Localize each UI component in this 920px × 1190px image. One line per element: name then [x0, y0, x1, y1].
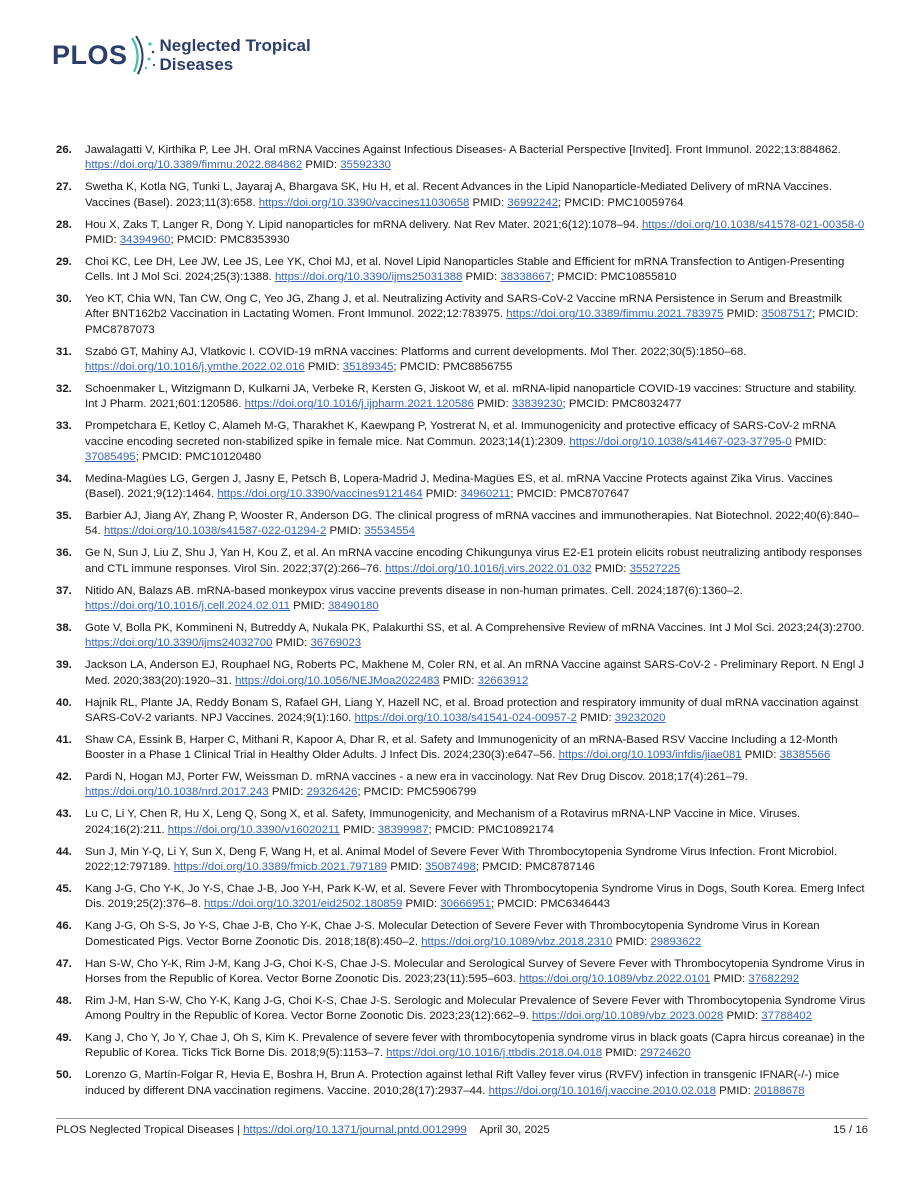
- reference-text: Choi KC, Lee DH, Lee JW, Lee JS, Lee YK, Choi MJ, et al. Novel Lipid Nanoparticles Stable and Efficient for mRNA Transfection to Antigen-Presenting Cells. Int J Mol Sci. 2024;25(3):1388. https://doi.org/10.3390/ijms25031388 PMID: 38338667; PMCID: PMC10855810: [85, 255, 845, 284]
- reference-citation: Jawalagatti V, Kirthika P, Lee JH. Oral mRNA Vaccines Against Infectious Diseases- A Bacterial Perspective [Invited]. Front Immunol. 2022;13:884862.: [85, 144, 841, 156]
- reference-number: 32.: [56, 382, 72, 395]
- reference-text: Lu C, Li Y, Chen R, Hu X, Leng Q, Song X, et al. Safety, Immunogenicity, and Mechanism of a Rotavirus mRNA-LNP Vaccine in Mice. Viruses. 2024;16(2):211. https://doi.org/10.3390/v16020211 PMID: 38399987; PMCID: PMC10892174: [85, 808, 801, 836]
- doi-link[interactable]: https://doi.org/10.3389/fmicb.2021.797189: [173, 860, 388, 873]
- reference-item: [56, 957, 868, 988]
- reference-text: Kang J-G, Oh S-S, Jo Y-S, Chae J-B, Cho Y-K, Chae J-S. Molecular Detection of Severe Fever with Thrombocytopenia Syndrome Virus in Korean Domesticated Pigs. Vector Borne Zoonotic Dis. 2018;18(8):450–2. https://doi.org/10.1089/vbz.2018.2310 PMID: 29893622: [85, 920, 820, 948]
- reference-item: [56, 770, 868, 801]
- doi-link[interactable]: https://doi.org/10.1038/s41587-022-01294-2: [104, 525, 327, 538]
- pmid-link[interactable]: 35534554: [364, 525, 415, 538]
- reference-citation: Rim J-M, Han S-W, Cho Y-K, Kang J-G, Choi K-S, Chae J-S. Serologic and Molecular Prevalence of Severe Fever with Thrombocytopenia Syndrome Virus Among Poultry in the Republic of Korea. Vector Borne Zoonotic Dis. 2023;23(12):662–9.: [85, 994, 866, 1023]
- doi-link[interactable]: https://doi.org/10.3390/vaccines9121464: [217, 488, 423, 501]
- pmid-link[interactable]: 29724620: [640, 1047, 691, 1060]
- footer-citation: [56, 1124, 550, 1136]
- page-footer: [56, 1124, 868, 1136]
- pmid-link[interactable]: 35527225: [629, 562, 681, 575]
- reference-text: Prompetchara E, Ketloy C, Alameh M-G, Tharakhet K, Kaewpang P, Yostrerat N, et al. Immunogenicity and protective efficacy of SARS-CoV-2 mRNA vaccine encoding secreted non-stabilized spike in female mice. Nat Commun. 2023;14(1):2309. https://doi.org/10.1038/s41467-023-37795-0 PMID: 37085495; PMCID: PMC10120480: [85, 420, 836, 463]
- reference-item: [56, 292, 868, 338]
- doi-link[interactable]: https://doi.org/10.1016/j.vaccine.2010.02.018: [488, 1084, 716, 1097]
- reference-item: [56, 1068, 868, 1099]
- reference-item: [56, 919, 868, 950]
- reference-citation: Lorenzo G, Martín-Folgar R, Hevia E, Boshra H, Brun A. Protection against lethal Rift Valley fever virus (RVFV) infection in transgenic IFNAR(-/-) mice induced by different DNA vaccination regimens. Vaccine. 2010;28(17):2937–44.: [85, 1069, 840, 1097]
- reference-number: 33.: [56, 420, 72, 433]
- reference-citation: Shaw CA, Essink B, Harper C, Mithani R, Kapoor A, Dhar R, et al. Safety and Immunogenicity of an mRNA-Based RSV Vaccine Including a 12-Month Booster in a Phase 1 Clinical Trial in Healthy Older Adults. J Infect Dis. 2024;230(3):e647–56.: [85, 733, 838, 762]
- reference-citation: Swetha K, Kotla NG, Tunki L, Jayaraj A, Bhargava SK, Hu H, et al. Recent Advances in the Lipid Nanoparticle-Mediated Delivery of mRNA Vaccines. Vaccines (Basel). 2023;11(3):658.: [85, 181, 832, 209]
- doi-link[interactable]: https://doi.org/10.1089/vbz.2023.0028: [532, 1010, 724, 1023]
- pmcid: PMC10892174: [477, 823, 554, 836]
- journal-name-line2: Diseases: [159, 55, 234, 74]
- reference-number: 39.: [56, 659, 72, 672]
- doi-link[interactable]: https://doi.org/10.1038/s41578-021-00358-0: [641, 218, 865, 231]
- reference-item: [56, 845, 868, 876]
- reference-item: [56, 733, 868, 764]
- pmid-link[interactable]: 35087498: [425, 860, 476, 873]
- reference-item: [56, 658, 868, 689]
- pmcid: PMC8787073: [85, 323, 155, 336]
- pmid-link[interactable]: 36992242: [507, 196, 559, 209]
- pmid-link[interactable]: 34394960: [119, 233, 171, 246]
- plos-splash-icon: [128, 32, 158, 78]
- doi-link[interactable]: https://doi.org/10.1093/infdis/jiae081: [558, 749, 742, 762]
- pmcid: PMC8353930: [219, 233, 290, 246]
- reference-item: [56, 509, 868, 540]
- reference-number: 36.: [56, 547, 72, 560]
- reference-citation: Hajnik RL, Plante JA, Reddy Bonam S, Rafael GH, Liang Y, Hazell NC, et al. Broad protection and respiratory immunity of dual mRNA vaccination against SARS-CoV-2 variants. NPJ Vaccines. 2024;9(1):160.: [85, 696, 859, 724]
- reference-citation: Han S-W, Cho Y-K, Rim J-M, Kang J-G, Choi K-S, Chae J-S. Molecular and Serological Survey of Severe Fever with Thrombocytopenia Syndrome Virus in Horses from the Republic of Korea. Vector Borne Zoonotic Dis. 2023;23(11):595–603.: [85, 957, 865, 985]
- reference-item: [56, 696, 868, 727]
- reference-number: 42.: [56, 771, 72, 784]
- reference-item: [56, 382, 868, 413]
- pmid-link[interactable]: 39232020: [614, 711, 666, 724]
- doi-link[interactable]: https://doi.org/10.3390/ijms24032700: [85, 637, 273, 650]
- page-number: 15 / 16: [833, 1124, 868, 1136]
- pmcid: PMC10059764: [607, 196, 684, 209]
- reference-number: 38.: [56, 621, 72, 634]
- footer-separator: |: [233, 1124, 244, 1136]
- reference-item: [56, 345, 868, 376]
- doi-link[interactable]: https://doi.org/10.1038/s41541-024-00957-2: [354, 711, 577, 724]
- reference-list: [56, 143, 868, 1106]
- reference-citation: Prompetchara E, Ketloy C, Alameh M-G, Tharakhet K, Kaewpang P, Yostrerat N, et al. Immunogenicity and protective efficacy of SARS-CoV-2 mRNA vaccine encoding secreted non-stabilized spike in female mice. Nat Commun. 2023;14(1):2309.: [85, 420, 836, 448]
- pmid-link[interactable]: 37788402: [761, 1010, 812, 1023]
- reference-number: 48.: [56, 994, 72, 1007]
- reference-text: Han S-W, Cho Y-K, Rim J-M, Kang J-G, Choi K-S, Chae J-S. Molecular and Serological Survey of Severe Fever with Thrombocytopenia Syndrome Virus in Horses from the Republic of Korea. Vector Borne Zoonotic Dis. 2023;23(11):595–603. https://doi.org/10.1089/vbz.2022.0101 PMID: 37682292: [85, 957, 865, 985]
- reference-citation: Yeo KT, Chia WN, Tan CW, Ong C, Yeo JG, Zhang J, et al. Neutralizing Activity and SARS-CoV-2 Vaccine mRNA Persistence in Serum and Breastmilk After BNT162b2 Vaccination in Lactating Women. Front Immunol. 2022;12:783975.: [85, 293, 842, 321]
- reference-citation: Hou X, Zaks T, Langer R, Dong Y. Lipid nanoparticles for mRNA delivery. Nat Rev Mater. 2021;6(12):1078–94.: [85, 218, 642, 231]
- pmid-link[interactable]: 35189345: [342, 361, 394, 373]
- reference-number: 27.: [56, 181, 72, 194]
- pmid-link[interactable]: 36769023: [310, 637, 362, 650]
- pmid-link[interactable]: 38338667: [500, 271, 552, 284]
- reference-item: [56, 994, 868, 1025]
- doi-link[interactable]: https://doi.org/10.3390/v16020211: [167, 823, 340, 836]
- reference-citation: Szabó GT, Mahiny AJ, Vlatkovic I. COVID-19 mRNA vaccines: Platforms and current developments. Mol Ther. 2022;30(5):1850–68.: [85, 345, 747, 358]
- reference-item: [56, 882, 868, 913]
- pmid-link[interactable]: 32663912: [477, 674, 529, 687]
- reference-citation: Medina-Magües LG, Gergen J, Jasny E, Petsch B, Lopera-Madrid J, Medina-Magües ES, et al. mRNA Vaccine Protects against Zika Virus. Vaccines (Basel). 2021;9(12):1464.: [85, 472, 833, 501]
- pmcid: PMC8707647: [559, 488, 630, 501]
- pmid-link[interactable]: 29893622: [650, 935, 702, 948]
- reference-number: 49.: [56, 1032, 72, 1045]
- reference-citation: Schoenmaker L, Witzigmann D, Kulkarni JA, Verbeke R, Kersten G, Jiskoot W, et al. mRNA-lipid nanoparticle COVID-19 vaccines: Structure and stability. Int J Pharm. 2021;601:120586.: [85, 382, 857, 411]
- reference-text: Rim J-M, Han S-W, Cho Y-K, Kang J-G, Choi K-S, Chae J-S. Serologic and Molecular Prevalence of Severe Fever with Thrombocytopenia Syndrome Virus Among Poultry in the Republic of Korea. Vector Borne Zoonotic Dis. 2023;23(12):662–9. https://doi.org/10.1089/vbz.2023.0028 PMID: 37788402: [85, 994, 866, 1023]
- doi-link[interactable]: https://doi.org/10.1056/NEJMoa2022483: [235, 674, 440, 687]
- reference-text: Sun J, Min Y-Q, Li Y, Sun X, Deng F, Wang H, et al. Animal Model of Severe Fever With Thrombocytopenia Syndrome Virus Infection. Front Microbiol. 2022;12:797189. https://doi.org/10.3389/fmicb.2021.797189 PMID: 35087498; PMCID: PMC8787146: [85, 845, 838, 873]
- reference-number: 28.: [56, 218, 72, 231]
- reference-number: 45.: [56, 882, 72, 895]
- pmid-link[interactable]: 38385566: [779, 749, 831, 762]
- doi-link[interactable]: https://doi.org/10.1016/j.ymthe.2022.02.016: [85, 361, 305, 373]
- doi-link[interactable]: https://doi.org/10.1016/j.ijpharm.2021.120586: [244, 398, 474, 411]
- reference-number: 41.: [56, 733, 72, 746]
- reference-number: 35.: [56, 510, 72, 523]
- reference-text: Pardi N, Hogan MJ, Porter FW, Weissman D. mRNA vaccines - a new era in vaccinology. Nat Rev Drug Discov. 2018;17(4):261–79. https://doi.org/10.1038/nrd.2017.243 PMID: 29326426; PMCID: PMC5906799: [85, 771, 748, 799]
- footer-divider: [56, 1118, 868, 1119]
- reference-text: Hou X, Zaks T, Langer R, Dong Y. Lipid nanoparticles for mRNA delivery. Nat Rev Mater. 2021;6(12):1078–94. https://doi.org/10.1038/s41578-021-00358-0 PMID: 34394960; PMCID: PMC8353930: [85, 218, 865, 246]
- pmcid: PMC5906799: [406, 786, 477, 799]
- footer-doi-link[interactable]: https://doi.org/10.1371/journal.pntd.0012999: [243, 1124, 467, 1136]
- doi-link[interactable]: https://doi.org/10.3389/fimmu.2022.884862: [85, 159, 303, 172]
- reference-citation: Kang J-G, Oh S-S, Jo Y-S, Chae J-B, Cho Y-K, Chae J-S. Molecular Detection of Severe Fever with Thrombocytopenia Syndrome Virus in Korean Domesticated Pigs. Vector Borne Zoonotic Dis. 2018;18(8):450–2.: [85, 920, 820, 948]
- doi-link[interactable]: https://doi.org/10.3390/vaccines11030658: [258, 196, 470, 209]
- reference-number: 50.: [56, 1069, 72, 1082]
- pmcid: PMC8032477: [611, 398, 682, 411]
- doi-link[interactable]: https://doi.org/10.1016/j.ttbdis.2018.04.018: [386, 1047, 603, 1060]
- reference-citation: Choi KC, Lee DH, Lee JW, Lee JS, Lee YK, Choi MJ, et al. Novel Lipid Nanoparticles Stable and Efficient for mRNA Transfection to Antigen-Presenting Cells. Int J Mol Sci. 2024;25(3):1388.: [85, 255, 845, 284]
- reference-text: Hajnik RL, Plante JA, Reddy Bonam S, Rafael GH, Liang Y, Hazell NC, et al. Broad protection and respiratory immunity of dual mRNA vaccination against SARS-CoV-2 variants. NPJ Vaccines. 2024;9(1):160. https://doi.org/10.1038/s41541-024-00957-2 PMID: 39232020: [85, 696, 859, 724]
- pmcid: PMC8856755: [442, 361, 513, 373]
- pmid-link[interactable]: 30666951: [440, 898, 491, 911]
- pmid-link[interactable]: 37682292: [748, 972, 800, 985]
- doi-link[interactable]: https://doi.org/10.1016/j.cell.2024.02.011: [85, 599, 290, 612]
- pmid-link[interactable]: 20188678: [753, 1084, 805, 1097]
- reference-item: [56, 1031, 868, 1062]
- doi-link[interactable]: https://doi.org/10.3390/ijms25031388: [274, 271, 463, 284]
- reference-citation: Gote V, Bolla PK, Kommineni N, Butreddy A, Nukala PK, Palakurthi SS, et al. A Comprehensive Review of mRNA Vaccines. Int J Mol Sci. 2023;24(3):2700.: [85, 621, 865, 634]
- pmid-link[interactable]: 33839230: [511, 398, 563, 411]
- reference-text: Szabó GT, Mahiny AJ, Vlatkovic I. COVID-19 mRNA vaccines: Platforms and current developments. Mol Ther. 2022;30(5):1850–68. https://doi.org/10.1016/j.ymthe.2022.02.016 PMID: 35189345; PMCID: PMC8856755: [85, 345, 747, 373]
- reference-text: Gote V, Bolla PK, Kommineni N, Butreddy A, Nukala PK, Palakurthi SS, et al. A Comprehensive Review of mRNA Vaccines. Int J Mol Sci. 2023;24(3):2700. https://doi.org/10.3390/ijms24032700 PMID: 36769023: [85, 621, 865, 650]
- reference-item: [56, 143, 868, 174]
- reference-number: 44.: [56, 845, 72, 858]
- reference-citation: Lu C, Li Y, Chen R, Hu X, Leng Q, Song X, et al. Safety, Immunogenicity, and Mechanism of a Rotavirus mRNA-LNP Vaccine in Mice. Viruses. 2024;16(2):211.: [85, 808, 801, 836]
- reference-citation: Jackson LA, Anderson EJ, Rouphael NG, Roberts PC, Makhene M, Coler RN, et al. An mRNA Vaccine against SARS-CoV-2 - Preliminary Report. N Engl J Med. 2020;383(20):1920–31.: [85, 659, 865, 687]
- footer-date: April 30, 2025: [479, 1124, 550, 1136]
- footer-journal: PLOS Neglected Tropical Diseases: [56, 1124, 234, 1136]
- reference-citation: Nitido AN, Balazs AB. mRNA-based monkeypox virus vaccine prevents disease in non-human primates. Cell. 2024;187(6):1360–2.: [85, 584, 743, 597]
- reference-text: Schoenmaker L, Witzigmann D, Kulkarni JA, Verbeke R, Kersten G, Jiskoot W, et al. mRNA-lipid nanoparticle COVID-19 vaccines: Structure and stability. Int J Pharm. 2021;601:120586. https://doi.org/10.1016/j.ijpharm.2021.120586 PMID: 33839230; PMCID: PMC8032477: [85, 382, 857, 411]
- doi-link[interactable]: https://doi.org/10.1038/s41467-023-37795-0: [569, 435, 792, 448]
- reference-text: Swetha K, Kotla NG, Tunki L, Jayaraj A, Bhargava SK, Hu H, et al. Recent Advances in the Lipid Nanoparticle-Mediated Delivery of mRNA Vaccines. Vaccines (Basel). 2023;11(3):658. https://doi.org/10.3390/vaccines11030658 PMID: 36992242; PMCID: PMC10059764: [85, 181, 832, 209]
- reference-citation: Kang J, Cho Y, Jo Y, Chae J, Oh S, Kim K. Prevalence of severe fever with thrombocytopenia syndrome virus in black goats (Capra hircus coreanae) in the Republic of Korea. Ticks Tick Borne Dis. 2018;9(5):1153–7.: [85, 1032, 865, 1060]
- pmid-link[interactable]: 35087517: [761, 308, 813, 321]
- pmcid: PMC8787146: [525, 860, 595, 873]
- pmcid: PMC10120480: [185, 450, 262, 463]
- reference-text: Kang J-G, Cho Y-K, Jo Y-S, Chae J-B, Joo Y-H, Park K-W, et al. Severe Fever with Thrombocytopenia Syndrome Virus in Dogs, South Korea. Emerg Infect Dis. 2019;25(2):376–8. https://doi.org/10.3201/eid2502.180859 PMID: 30666951; PMCID: PMC6346443: [85, 882, 865, 911]
- reference-citation: Ge N, Sun J, Liu Z, Shu J, Yan H, Kou Z, et al. An mRNA vaccine encoding Chikungunya virus E2-E1 protein elicits robust neutralizing antibody responses and CTL immune responses. Virol Sin. 2022;37(2):266–76.: [85, 547, 863, 575]
- reference-text: Lorenzo G, Martín-Folgar R, Hevia E, Boshra H, Brun A. Protection against lethal Rift Valley fever virus (RVFV) infection in transgenic IFNAR(-/-) mice induced by different DNA vaccination regimens. Vaccine. 2010;28(17):2937–44. https://doi.org/10.1016/j.vaccine.2010.02.018 PMID: 20188678: [85, 1069, 840, 1097]
- journal-name: [160, 36, 311, 74]
- doi-link[interactable]: https://doi.org/10.1016/j.virs.2022.01.032: [385, 562, 592, 575]
- pmid-link[interactable]: 35592330: [340, 159, 391, 172]
- reference-text: Jackson LA, Anderson EJ, Rouphael NG, Roberts PC, Makhene M, Coler RN, et al. An mRNA Vaccine against SARS-CoV-2 - Preliminary Report. N Engl J Med. 2020;383(20):1920–31. https://doi.org/10.1056/NEJMoa2022483 PMID: 32663912: [85, 659, 865, 687]
- reference-text: Yeo KT, Chia WN, Tan CW, Ong C, Yeo JG, Zhang J, et al. Neutralizing Activity and SARS-CoV-2 Vaccine mRNA Persistence in Serum and Breastmilk After BNT162b2 Vaccination in Lactating Women. Front Immunol. 2022;12:783975. https://doi.org/10.3389/fimmu.2021.783975 PMID: 35087517; PMCID: PMC8787073: [85, 293, 859, 336]
- reference-item: [56, 807, 868, 838]
- reference-number: 47.: [56, 957, 72, 970]
- reference-item: [56, 419, 868, 465]
- reference-number: 26.: [56, 144, 72, 156]
- reference-citation: Kang J-G, Cho Y-K, Jo Y-S, Chae J-B, Joo Y-H, Park K-W, et al. Severe Fever with Thrombocytopenia Syndrome Virus in Dogs, South Korea. Emerg Infect Dis. 2019;25(2):376–8.: [85, 882, 865, 911]
- pmid-link[interactable]: 29326426: [306, 786, 358, 799]
- reference-number: 46.: [56, 920, 72, 933]
- reference-item: [56, 546, 868, 577]
- doi-link[interactable]: https://doi.org/10.3201/eid2502.180859: [204, 898, 403, 911]
- pmcid: PMC10855810: [600, 271, 677, 284]
- reference-text: Shaw CA, Essink B, Harper C, Mithani R, Kapoor A, Dhar R, et al. Safety and Immunogenicity of an mRNA-Based RSV Vaccine Including a 12-Month Booster in a Phase 1 Clinical Trial in Healthy Older Adults. J Infect Dis. 2024;230(3):e647–56. https://doi.org/10.1093/infdis/jiae081 PMID: 38385566: [85, 733, 838, 762]
- reference-citation: Pardi N, Hogan MJ, Porter FW, Weissman D. mRNA vaccines - a new era in vaccinology. Nat Rev Drug Discov. 2018;17(4):261–79.: [85, 771, 748, 784]
- reference-number: 30.: [56, 293, 72, 306]
- doi-link[interactable]: https://doi.org/10.3389/fimmu.2021.783975: [506, 308, 724, 321]
- reference-text: Nitido AN, Balazs AB. mRNA-based monkeypox virus vaccine prevents disease in non-human primates. Cell. 2024;187(6):1360–2. https://doi.org/10.1016/j.cell.2024.02.011 PMID: 38490180: [85, 584, 743, 612]
- reference-text: Kang J, Cho Y, Jo Y, Chae J, Oh S, Kim K. Prevalence of severe fever with thrombocytopenia syndrome virus in black goats (Capra hircus coreanae) in the Republic of Korea. Ticks Tick Borne Dis. 2018;9(5):1153–7. https://doi.org/10.1016/j.ttbdis.2018.04.018 PMID: 29724620: [85, 1032, 865, 1060]
- reference-item: [56, 180, 868, 211]
- reference-number: 34.: [56, 472, 72, 485]
- reference-text: Medina-Magües LG, Gergen J, Jasny E, Petsch B, Lopera-Madrid J, Medina-Magües ES, et al. mRNA Vaccine Protects against Zika Virus. Vaccines (Basel). 2021;9(12):1464. https://doi.org/10.3390/vaccines9121464 PMID: 34960211; PMCID: PMC8707647: [85, 472, 833, 501]
- journal-name-line1: Neglected Tropical: [159, 36, 311, 55]
- pmcid: PMC6346443: [540, 898, 611, 911]
- pmid-link[interactable]: 37085495: [85, 450, 136, 463]
- pmid-link[interactable]: 38490180: [327, 599, 379, 612]
- reference-item: [56, 584, 868, 615]
- doi-link[interactable]: https://doi.org/10.1089/vbz.2022.0101: [519, 972, 711, 985]
- pmid-link[interactable]: 38399987: [377, 823, 429, 836]
- reference-number: 40.: [56, 696, 72, 709]
- reference-number: 37.: [56, 584, 72, 597]
- reference-number: 29.: [56, 255, 72, 268]
- reference-item: [56, 472, 868, 503]
- reference-text: Jawalagatti V, Kirthika P, Lee JH. Oral mRNA Vaccines Against Infectious Diseases- A Bacterial Perspective [Invited]. Front Immunol. 2022;13:884862. https://doi.org/10.3389/fimmu.2022.884862 PMID: 35592330: [85, 144, 841, 172]
- reference-item: [56, 621, 868, 652]
- reference-citation: Sun J, Min Y-Q, Li Y, Sun X, Deng F, Wang H, et al. Animal Model of Severe Fever With Thrombocytopenia Syndrome Virus Infection. Front Microbiol. 2022;12:797189.: [85, 845, 838, 873]
- reference-number: 31.: [56, 345, 72, 358]
- reference-item: [56, 255, 868, 286]
- reference-item: [56, 218, 868, 249]
- doi-link[interactable]: https://doi.org/10.1038/nrd.2017.243: [85, 786, 269, 799]
- plos-wordmark: PLOS: [52, 39, 128, 70]
- reference-text: Barbier AJ, Jiang AY, Zhang P, Wooster R, Anderson DG. The clinical progress of mRNA vaccines and immunotherapies. Nat Biotechnol. 2022;40(6):840–54. https://doi.org/10.1038/s41587-022-01294-2 PMID: 35534554: [85, 510, 859, 538]
- doi-link[interactable]: https://doi.org/10.1089/vbz.2018.2310: [421, 935, 613, 948]
- reference-citation: Barbier AJ, Jiang AY, Zhang P, Wooster R, Anderson DG. The clinical progress of mRNA vaccines and immunotherapies. Nat Biotechnol. 2022;40(6):840–54.: [85, 510, 859, 538]
- pmid-link[interactable]: 34960211: [460, 488, 511, 501]
- journal-logo: [52, 30, 311, 80]
- reference-text: Ge N, Sun J, Liu Z, Shu J, Yan H, Kou Z, et al. An mRNA vaccine encoding Chikungunya virus E2-E1 protein elicits robust neutralizing antibody responses and CTL immune responses. Virol Sin. 2022;37(2):266–76. https://doi.org/10.1016/j.virs.2022.01.032 PMID: 35527225: [85, 547, 863, 575]
- reference-number: 43.: [56, 808, 72, 821]
